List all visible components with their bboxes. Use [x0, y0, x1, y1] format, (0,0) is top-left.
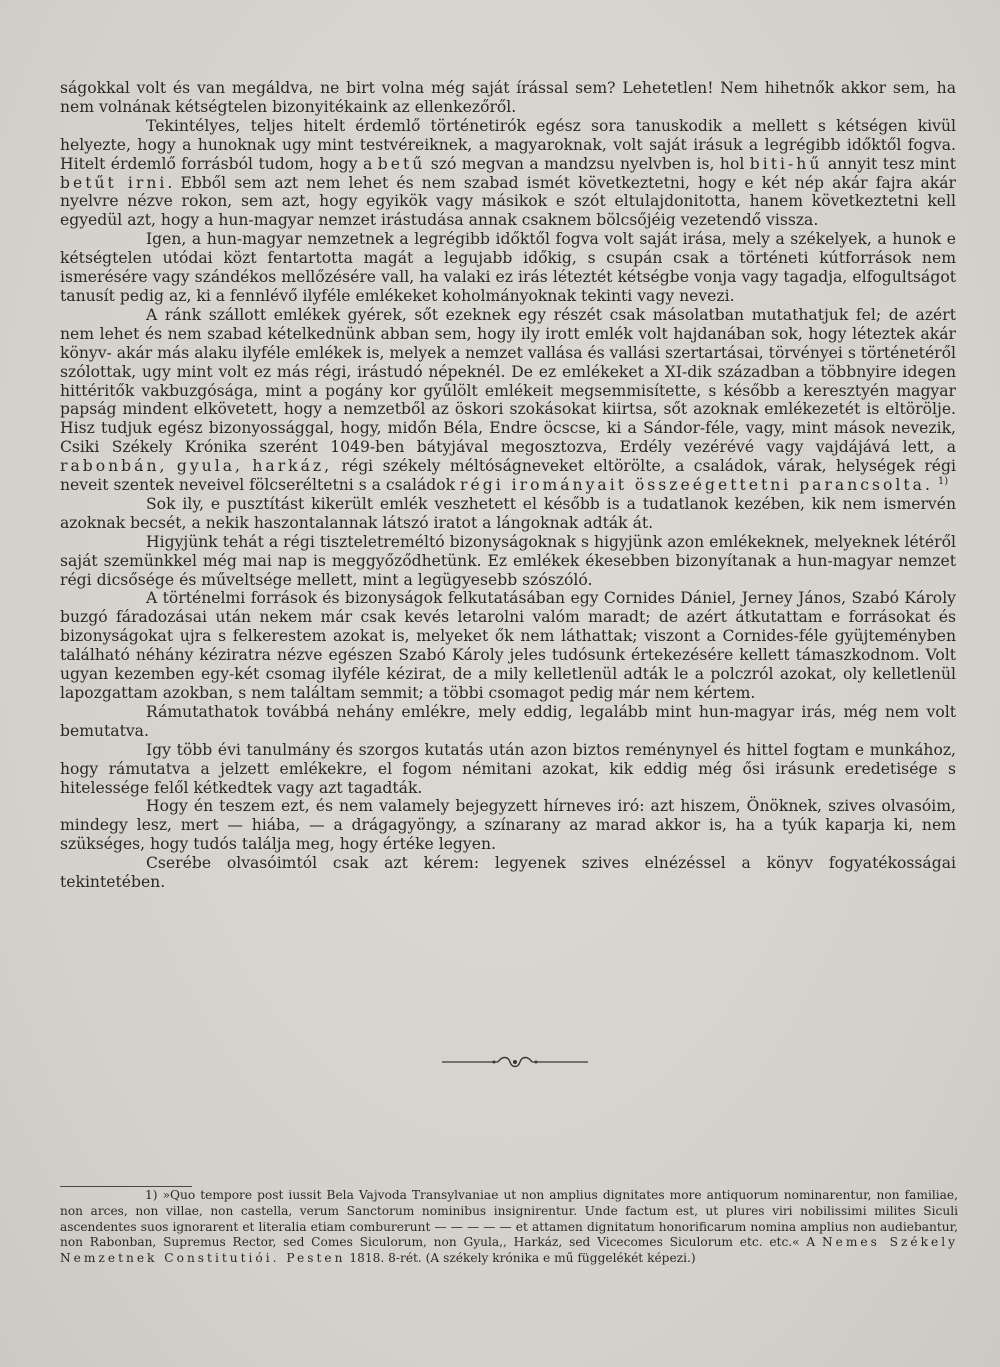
paragraph: Rámutathatok továbbá nehány emlékre, mely eddig, legalább mint hun-magyar irás, még nem volt bemutatva. [60, 702, 956, 740]
paragraph: Tekintélyes, teljes hitelt érdemlő történetirók egész sora tanuskodik a mellett s kétségen kivül helyezte, hogy a hunoknak ugy mint testvéreiknek, a magyaroknak, volt saját irásuk a legrégibb időktől fogva. Hitelt érdemlő forrásból tudom, hogy a betű szó megvan a mandzsu nyelvben is, hol biti-hű annyit tesz mint betűt irni. Ebből sem azt nem lehet és nem szabad ismét következtetni, hogy e két nép akár fajra akár nyelvre nézve rokon, sem azt, hogy egyikök vagy másikok e szót eltulajdonitotta, hanem következtetni kell egyedül azt, hogy a hun-magyar nemzet irástudása annak csaknem bölcsőjéig vezetendő vissza. [60, 116, 956, 230]
spaced-word: gyula, [176, 457, 243, 476]
paragraph: ságokkal volt és van megáldva, ne birt volna még saját írással sem? Lehetetlen! Nem hihetnők akkor sem, ha nem volnának kétségtelen bizonyitékaink az ellenkezőről. [60, 79, 956, 116]
footnote-ref[interactable]: 1) [937, 475, 949, 487]
paragraph: Hogy én teszem ezt, és nem valamely bejegyzett hírneves iró: azt hiszem, Önöknek, szives olvasóim, mindegy lesz, mert — hiába, — a drágagyöngy, a színarany az marad akkor is, ha a tyúk kaparja ki, nem szükséges, hogy tudós találja meg, hogy értéke legyen. [60, 797, 956, 854]
footnote-marker: 1) [145, 1188, 158, 1202]
spaced-word: Nemes Székely Nemzetnek Constitutiói. Pesten [60, 1235, 959, 1266]
spaced-word: betűt irni [60, 173, 168, 192]
spaced-word: régi irományait összeégettetni parancsolta. [460, 476, 933, 495]
paragraph: A ránk szállott emlékek gyérek, sőt ezeknek egy részét csak másolatban mutathatjuk fel; de azért nem lehet és nem szabad kételkednünk abban sem, hogy ily irott emlék volt hajdanában sok, hogy léteztek akár könyv- akár más alaku ilyféle emlékek is, melyek a nemzet vallása és vallási szertartásai, törvényei s történetéről szólottak, ugy mint volt ez más régi, irástudó népeknél. De ez emlékeket a XI-dik században a többnyire idegen hittéritők vakbuzgósága, mint a pogány kor gyűlölt emlékeit megsemmisítette, s később a keresztyén magyar papság mindent elkövetett, hogy a nemzetből az öskori szokásokat kiirtsa, sőt azoknak emlékezetét is eltörölje. Hisz tudjuk egész bizonyossággal, hogy, midőn Béla, Endre öcscse, ki a Sándor-féle, vagy, mint mások nevezik, Csiki Székely Krónika szerént 1049-ben bátyjával megosztozva, Erdély vezérévé vagy vajdájává lett, a rabonbán, gyula, harkáz, régi székely méltóságneveket eltörölte, a családok, várak, helységek régi neveit szentek neveivel fölcseréltetni s a családok régi irományait összeégettetni parancsolta. $^{1)}$ [60, 305, 957, 495]
paragraph: Higyjünk tehát a régi tiszteletreméltó bizonyságoknak s higyjünk azon emlékeknek, melyeknek létéről saját szemünkkel még mai nap is meggyőződhetünk. Ez emlékek ékesebben bizonyítanak a hun-magyar nemzet régi dicsősége és műveltsége mellett, mint a legügyesebb szószóló. [60, 532, 956, 589]
paragraph: Sok ily, e pusztítást kikerült emlék veszhetett el később is a tudatlanok kezében, kik nem ismervén azoknak becsét, a nekik haszontalannak látszó iratot a lángoknak adták át. [60, 494, 956, 532]
paragraph: Igy több évi tanulmány és szorgos kutatás után azon biztos reménynyel és hittel fogtam e munkához, hogy rámutatva a jelzett emlékekre, el fogom némitani azokat, kik eddig még ősi irásunk eredetisége s hitelessége felől kétkedtek vagy azt tagadták. [60, 740, 956, 797]
spaced-word: biti-hű [749, 154, 823, 173]
footnote-text: 1) »Quo tempore post iussit Bela Vajvoda Transylvaniae ut non amplius dignitates more antiquorum nominarentur, non familiae, non arces, non villae, non castella, verum Sanctorum nominibus insignirentur. Unde factum est, ut plures viri nobilissimi milites Siculi ascendentes suos ignorarent et literalia etiam comburerunt — — — — — et attamen dignitatum honorificarum nomina amplius non audiebantur, non Rabonban, Supremus Rector, sed Comes Siculorum, non Gyula,, Harkáz, sed Vicecomes Siculorum etc. etc.« A Nemes Székely Nemzetnek Constitutiói. Pesten 1818. 8-rét. (A székely krónika e mű függelékét képezi.) [60, 1188, 959, 1266]
spaced-word: betű [377, 154, 426, 173]
footnote-separator [60, 1186, 192, 1187]
paragraph: A történelmi források és bizonyságok felkutatásában egy Cornides Dániel, Jerney János, Szabó Károly buzgó fáradozásai után nekem már csak kevés letarolni valóm maradt; de azért átkutattam e forrásokat és bizonyságokat ujra s felkerestem azokat is, melyeket ők nem láthattak; viszont a Cornides-féle gyüjteményben található néhány kéziratra nézve egészen Szabó Károly jeles tudósunk értekezésére kellett támaszkodnom. Volt ugyan kezemben egy-két csomag ilyféle kézirat, de a mily kelletlenül adták le a polczról azokat, oly kelletlenül lapozgattam azokban, s nem találtam semmit; a többi csomagot pedig már nem kértem. [60, 589, 956, 702]
paragraph: Igen, a hun-magyar nemzetnek a legrégibb időktől fogva volt saját irása, mely a székelyek, a hunok e kétségtelen utódai közt fentartotta magát a legujabb időkig, s csupán csak a történeti kútforrások nem ismerésére vagy szándékos mellőzésére vall, ha valaki ez irás léteztét kétségbe vonja vagy tagadja, elfogultságot tanusít pedig az, ki a fennlévő ilyféle emlékeket koholmányoknak tekinti vagy nevezi. [60, 230, 956, 305]
ornament-divider-icon [440, 1054, 590, 1070]
footnote [60, 1188, 958, 1267]
paragraph: Cserébe olvasóimtól csak azt kérem: legyenek szives elnézéssel a könyv fogyatékosságai tekintetében. [60, 854, 956, 892]
main-text [60, 79, 956, 892]
spaced-word: rabonbán, [60, 457, 168, 476]
spaced-word: harkáz, [252, 457, 333, 476]
